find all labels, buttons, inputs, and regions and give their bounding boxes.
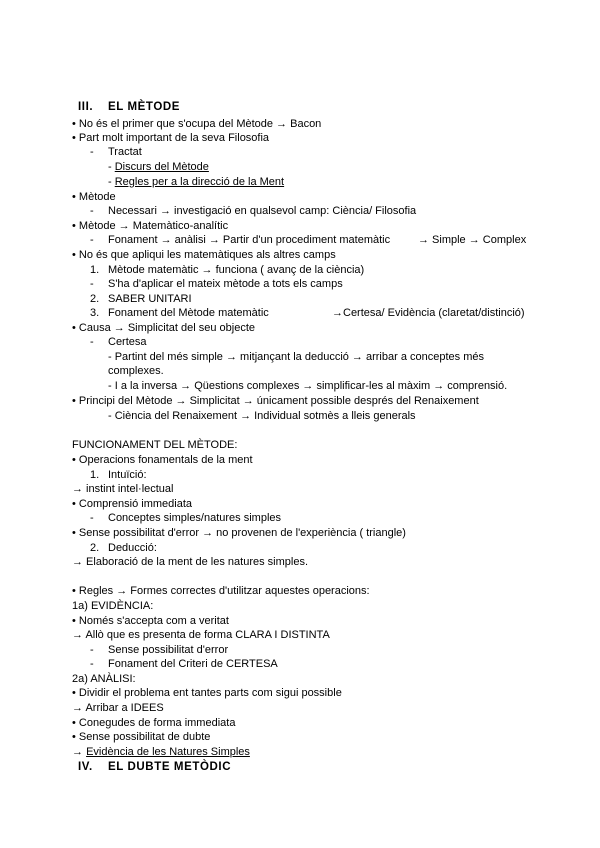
bullet-line: • Sense possibilitat d'error → no provenen de l'experiència ( triangle) bbox=[72, 527, 406, 539]
section-heading-iv bbox=[78, 760, 231, 774]
numbered-item bbox=[90, 306, 269, 320]
numbered-item bbox=[90, 541, 157, 555]
item-text: Certesa bbox=[108, 336, 147, 348]
arrow-line: → Arribar a IDEES bbox=[72, 702, 164, 714]
bullet-line: • Conegudes de forma immediata bbox=[72, 717, 236, 729]
sub-item bbox=[108, 175, 284, 189]
dash-item bbox=[90, 511, 281, 525]
item-number: 1. bbox=[90, 264, 100, 276]
numbered-item bbox=[90, 263, 364, 277]
bullet-line: • No és que apliqui les matemàtiques als altres camps bbox=[72, 249, 336, 261]
dash-marker: - bbox=[90, 512, 94, 524]
rule-heading: 2a) ANÀLISI: bbox=[72, 673, 136, 685]
numbered-item bbox=[90, 468, 147, 482]
dash-marker: - bbox=[90, 146, 94, 158]
item-text: Intuïció: bbox=[108, 469, 147, 481]
arrow-line: → instint intel·lectual bbox=[72, 483, 174, 495]
dash-item bbox=[90, 643, 228, 657]
dash-item bbox=[90, 204, 416, 218]
sub-item-continuation: complexes. bbox=[108, 365, 164, 377]
underlined-text: Evidència de les Natures Simples bbox=[86, 746, 250, 758]
dash-marker: - bbox=[90, 278, 94, 290]
item-text: Fonament del Mètode matemàtic bbox=[108, 307, 269, 319]
item-text: Sense possibilitat d'error bbox=[108, 644, 229, 656]
bullet-line: • Regles → Formes correctes d'utilitzar aquestes operacions: bbox=[72, 585, 370, 597]
dash-marker: - bbox=[90, 658, 94, 670]
arrow-line bbox=[72, 745, 250, 759]
dash-item bbox=[90, 277, 343, 291]
dash-item bbox=[90, 233, 390, 247]
dash-marker: - bbox=[90, 644, 94, 656]
section-number: IV. bbox=[78, 761, 93, 773]
item-text-tab: → Simple → Complex bbox=[418, 234, 527, 246]
bullet-line: • Mètode → Matemàtico-analític bbox=[72, 220, 229, 232]
bullet-line: • Operacions fonamentals de la ment bbox=[72, 454, 253, 466]
dash-marker: - bbox=[90, 205, 94, 217]
subheading: FUNCIONAMENT DEL MÈTODE: bbox=[72, 439, 238, 451]
arrow-prefix: → bbox=[72, 746, 87, 758]
item-text: Deducció: bbox=[108, 542, 157, 554]
section-number: III. bbox=[78, 101, 94, 113]
bullet-line: • Mètode bbox=[72, 191, 116, 203]
bullet-line: • Principi del Mètode → Simplicitat → únicament possible després del Renaixement bbox=[72, 395, 479, 407]
bullet-line: • Només s'accepta com a veritat bbox=[72, 615, 229, 627]
dash-item bbox=[90, 335, 147, 349]
sub-item-prefix: - bbox=[108, 161, 115, 173]
item-text-tab: →Certesa/ Evidència (claretat/distinció) bbox=[332, 307, 525, 319]
item-number: 1. bbox=[90, 469, 100, 481]
book-title: Discurs del Mètode bbox=[114, 161, 209, 173]
dash-marker: - bbox=[90, 234, 94, 246]
dash-item bbox=[90, 145, 142, 159]
item-number: 3. bbox=[90, 307, 100, 319]
bullet-line: • Sense possibilitat de dubte bbox=[72, 731, 211, 743]
arrow-line: → Elaboració de la ment de les natures simples. bbox=[72, 556, 309, 568]
item-text: Conceptes simples/natures simples bbox=[108, 512, 282, 524]
bullet-line: • Comprensió immediata bbox=[72, 498, 193, 510]
item-number: 2. bbox=[90, 293, 100, 305]
item-text: Fonament del Criteri de CERTESA bbox=[108, 658, 278, 670]
dash-item bbox=[90, 657, 278, 671]
item-number: 2. bbox=[90, 542, 100, 554]
sub-item-prefix: - bbox=[108, 176, 115, 188]
bullet-line: • Part molt important de la seva Filosofia bbox=[72, 132, 270, 144]
bullet-line: • Dividir el problema ent tantes parts com sigui possible bbox=[72, 687, 342, 699]
section-title: EL DUBTE METÒDIC bbox=[108, 761, 232, 773]
arrow-line: → Allò que es presenta de forma CLARA I DISTINTA bbox=[72, 629, 330, 641]
item-text: Tractat bbox=[108, 146, 142, 158]
section-title: EL MÈTODE bbox=[108, 101, 181, 113]
book-title: Regles per a la direcció de la Ment bbox=[114, 176, 285, 188]
item-text: Necessari → investigació en qualsevol camp: Ciència/ Filosofia bbox=[108, 205, 417, 217]
sub-item: - Ciència del Renaixement → Individual sotmès a lleis generals bbox=[108, 410, 416, 422]
item-text: S'ha d'aplicar el mateix mètode a tots els camps bbox=[108, 278, 343, 290]
item-text: Fonament → anàlisi → Partir d'un procediment matemàtic bbox=[108, 234, 391, 246]
numbered-item bbox=[90, 292, 192, 306]
rule-heading: 1a) EVIDÈNCIA: bbox=[72, 600, 154, 612]
sub-item: - Partint del més simple → mitjançant la deducció → arribar a conceptes més bbox=[108, 351, 484, 363]
bullet-line: • Causa → Simplicitat del seu objecte bbox=[72, 322, 255, 334]
section-heading-iii bbox=[78, 100, 180, 114]
item-text: SABER UNITARI bbox=[108, 293, 192, 305]
sub-item bbox=[108, 160, 209, 174]
item-text: Mètode matemàtic → funciona ( avanç de la ciència) bbox=[108, 264, 365, 276]
bullet-line: • No és el primer que s'ocupa del Mètode → Bacon bbox=[72, 118, 322, 130]
sub-item: - I a la inversa → Qüestions complexes → simplificar-les al màxim → comprensió. bbox=[108, 380, 508, 392]
dash-marker: - bbox=[90, 336, 94, 348]
